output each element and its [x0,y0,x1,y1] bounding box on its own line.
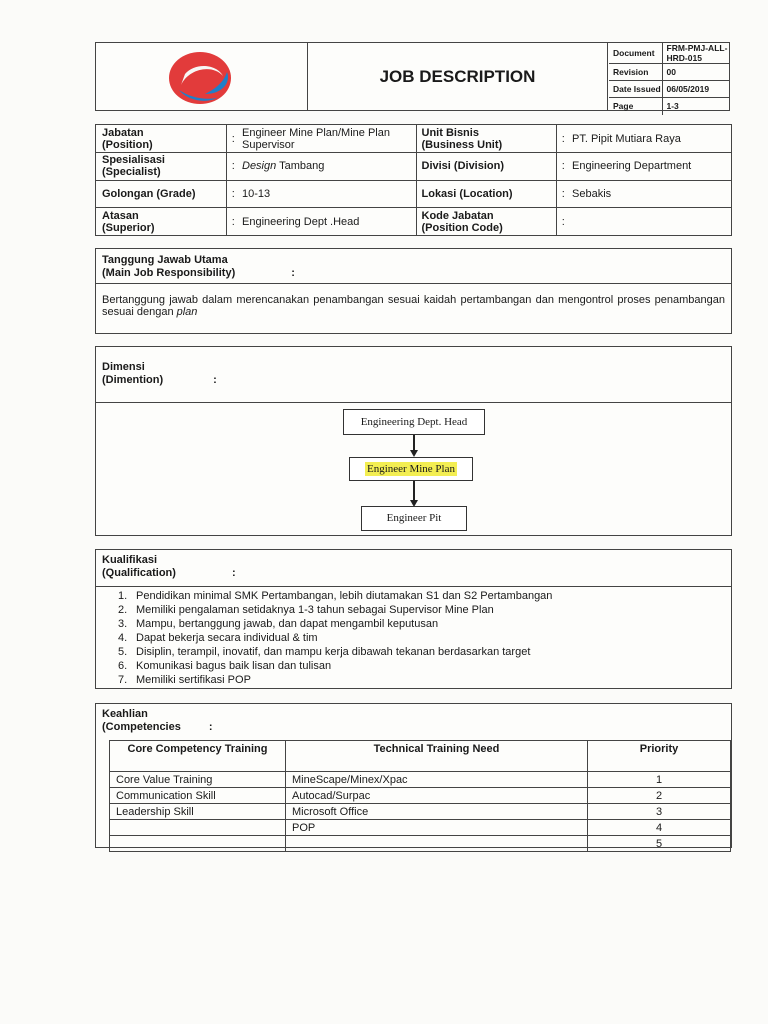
table-row [110,772,731,788]
table-cell: Leadership Skill [110,804,286,820]
org-highlight: Engineer Mine Plan [367,463,455,475]
table-cell: 1 [588,772,731,788]
table-cell [110,836,286,852]
meta-value: 06/05/2019 [662,81,730,98]
section-heading: Keahlian (Competencies : [102,708,213,733]
colon: : [556,125,570,153]
section-heading: Dimensi (Dimention) : [96,347,731,403]
info-row [96,208,731,236]
list-item: 1. Pendidikan minimal SMK Pertambangan, lebih diutamakan S1 dan S2 Pertambangan [118,590,553,602]
business-unit-value: PT. Pipit Mutiara Raya [570,125,731,153]
column-header: Technical Training Need [286,741,588,772]
main-responsibility-section [95,248,732,334]
colon: : [556,180,570,208]
org-connector [413,481,415,501]
position-info-section [95,124,732,236]
division-value: Engineering Department [570,153,731,181]
table-cell: 3 [588,804,731,820]
table-cell [110,820,286,836]
list-item: 3. Mampu, bertanggung jawab, dan dapat mengambil keputusan [118,618,439,630]
position-info-table [96,125,731,235]
company-logo-cell [96,43,308,110]
superior-label: Atasan (Superior) [96,208,226,236]
table-cell: Communication Skill [110,788,286,804]
document-meta-table [609,43,730,115]
specialist-label: Spesialisasi (Specialist) [96,153,226,181]
table-cell: Autocad/Surpac [286,788,588,804]
list-item: 7. Memiliki sertifikasi POP [118,674,251,686]
section-heading: Tanggung Jawab Utama (Main Job Responsibility) : [96,249,731,284]
list-item: 6. Komunikasi bagus baik lisan dan tulisan [118,660,332,672]
table-cell: 5 [588,836,731,852]
meta-key: Revision [609,64,662,81]
table-cell: Microsoft Office [286,804,588,820]
location-label: Lokasi (Location) [416,180,556,208]
colon: : [226,125,240,153]
document-header [95,42,730,111]
table-cell: MineScape/Minex/Xpac [286,772,588,788]
table-cell [286,836,588,852]
qualification-section [95,549,732,689]
table-cell: 2 [588,788,731,804]
list-item: 5. Disiplin, terampil, inovatif, dan mampu kerja dibawah tekanan berdasarkan target [118,646,531,658]
position-code-label: Kode Jabatan (Position Code) [416,208,556,236]
table-row [110,836,731,852]
colon: : [226,180,240,208]
division-label: Divisi (Division) [416,153,556,181]
company-logo-icon [165,50,235,106]
org-box-dept-head: Engineering Dept. Head [343,409,485,435]
table-row [110,788,731,804]
info-row [96,125,731,153]
responsibility-text: Bertanggung jawab dalam merencanakan penambangan sesuai kaidah pertambangan dan mengontrol proses penambangan sesuai dengan plan [102,294,725,318]
meta-value: 1-3 [666,101,679,112]
section-heading: Kualifikasi (Qualification) : [96,550,731,587]
org-arrow [410,450,418,457]
colon: : [556,153,570,181]
grade-label: Golongan (Grade) [96,180,226,208]
meta-value: FRM-PMJ-ALL-HRD-015 [662,43,730,64]
specialist-value: Design Tambang [240,153,416,181]
org-connector [413,435,415,451]
table-row [110,804,731,820]
list-item: 4. Dapat bekerja secara individual & tim [118,632,318,644]
meta-key: Date Issued [609,81,662,98]
meta-key: Document [609,43,662,64]
document-title: JOB DESCRIPTION [308,43,608,110]
business-unit-label: Unit Bisnis (Business Unit) [416,125,556,153]
grade-value: 10-13 [240,180,416,208]
org-box-engineer-pit: Engineer Pit [361,506,467,531]
table-header-row [110,741,731,772]
colon: : [561,215,565,228]
colon: : [231,215,235,228]
position-code-value [570,208,731,236]
qualification-list [96,587,731,687]
superior-value: Engineering Dept .Head [240,208,416,236]
table-cell: 4 [588,820,731,836]
meta-value: 00 [662,64,730,81]
position-label: Jabatan (Position) [96,125,226,153]
location-value: Sebakis [570,180,731,208]
column-header: Core Competency Training [110,741,286,772]
column-header: Priority [588,741,731,772]
dimention-section [95,346,732,536]
table-row [110,820,731,836]
meta-key: Page [609,98,662,115]
position-value: Engineer Mine Plan/Mine Plan Supervisor [240,125,416,153]
list-item: 2. Memiliki pengalaman setidaknya 1-3 tahun sebagai Supervisor Mine Plan [118,604,494,616]
org-box-engineer-mine-plan [349,457,473,481]
table-cell: Core Value Training [110,772,286,788]
info-row [96,180,731,208]
competencies-table [109,740,731,852]
table-cell: POP [286,820,588,836]
competencies-section [95,703,732,848]
info-row [96,153,731,181]
colon: : [226,153,240,181]
